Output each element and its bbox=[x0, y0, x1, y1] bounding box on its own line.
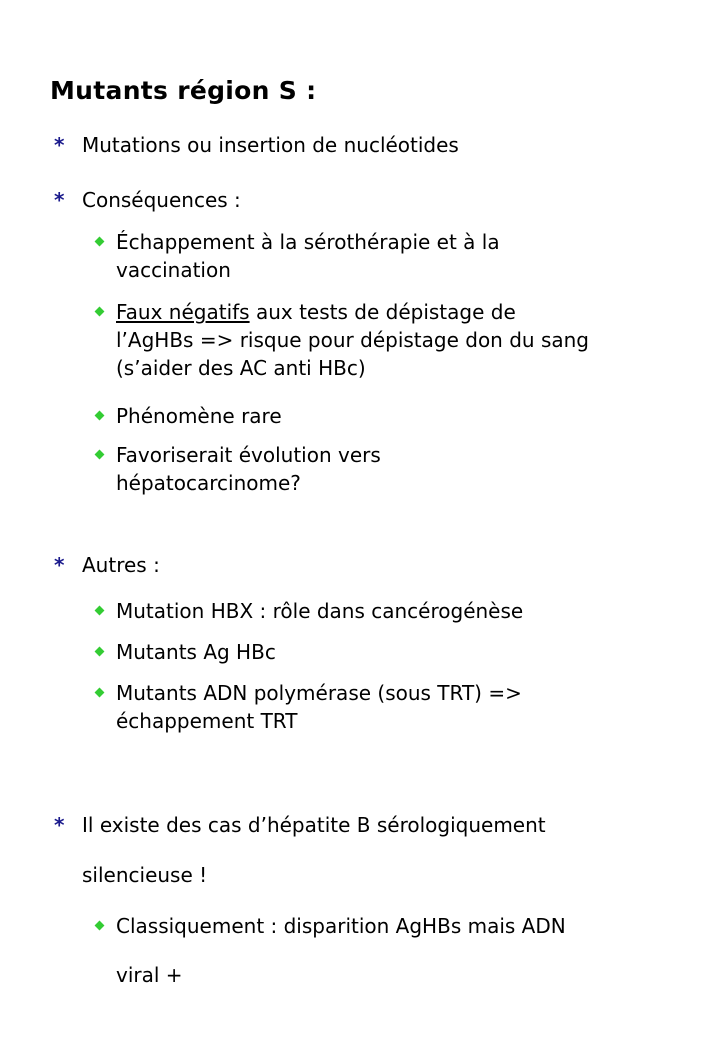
diamond-icon bbox=[95, 237, 105, 247]
subbullet-text: Échappement à la sérothérapie et à la bbox=[116, 230, 500, 254]
diamond-icon bbox=[95, 307, 105, 317]
subbullet-text: Mutants Ag HBc bbox=[116, 640, 276, 664]
asterisk-icon: * bbox=[54, 813, 65, 837]
subbullet-text: vaccination bbox=[116, 258, 231, 282]
diamond-icon bbox=[95, 606, 105, 616]
subbullet-text: hépatocarcinome? bbox=[116, 471, 301, 495]
bullet-text: Il existe des cas d’hépatite B sérologiquement bbox=[82, 813, 546, 837]
diamond-icon bbox=[95, 647, 105, 657]
bullet-text: Autres : bbox=[82, 553, 160, 577]
asterisk-icon: * bbox=[54, 133, 65, 157]
diamond-icon bbox=[95, 450, 105, 460]
subbullet-text: Phénomène rare bbox=[116, 404, 282, 428]
diamond-icon bbox=[95, 688, 105, 698]
slide-title: Mutants région S : bbox=[50, 76, 317, 105]
subbullet-text: Classiquement : disparition AgHBs mais ADN bbox=[116, 914, 566, 938]
diamond-icon bbox=[95, 921, 105, 931]
bullet-text: Mutations ou insertion de nucléotides bbox=[82, 133, 459, 157]
subbullet-text: Favoriserait évolution vers bbox=[116, 443, 381, 467]
subbullet-text bbox=[116, 298, 516, 326]
asterisk-icon: * bbox=[54, 188, 65, 212]
subbullet-text: Mutation HBX : rôle dans cancérogénèse bbox=[116, 599, 524, 623]
subbullet-text: l’AgHBs => risque pour dépistage don du sang bbox=[116, 328, 589, 352]
bullet-text: silencieuse ! bbox=[82, 863, 208, 887]
subbullet-text: échappement TRT bbox=[116, 709, 298, 733]
underlined-term: Faux négatifs bbox=[116, 300, 250, 324]
asterisk-icon: * bbox=[54, 553, 65, 577]
diamond-icon bbox=[95, 411, 105, 421]
bullet-text: Conséquences : bbox=[82, 188, 241, 212]
subbullet-text: Mutants ADN polymérase (sous TRT) => bbox=[116, 681, 522, 705]
subbullet-text: (s’aider des AC anti HBc) bbox=[116, 356, 366, 380]
subbullet-text: viral + bbox=[116, 963, 183, 987]
subbullet-text-rest: aux tests de dépistage de bbox=[249, 300, 516, 324]
